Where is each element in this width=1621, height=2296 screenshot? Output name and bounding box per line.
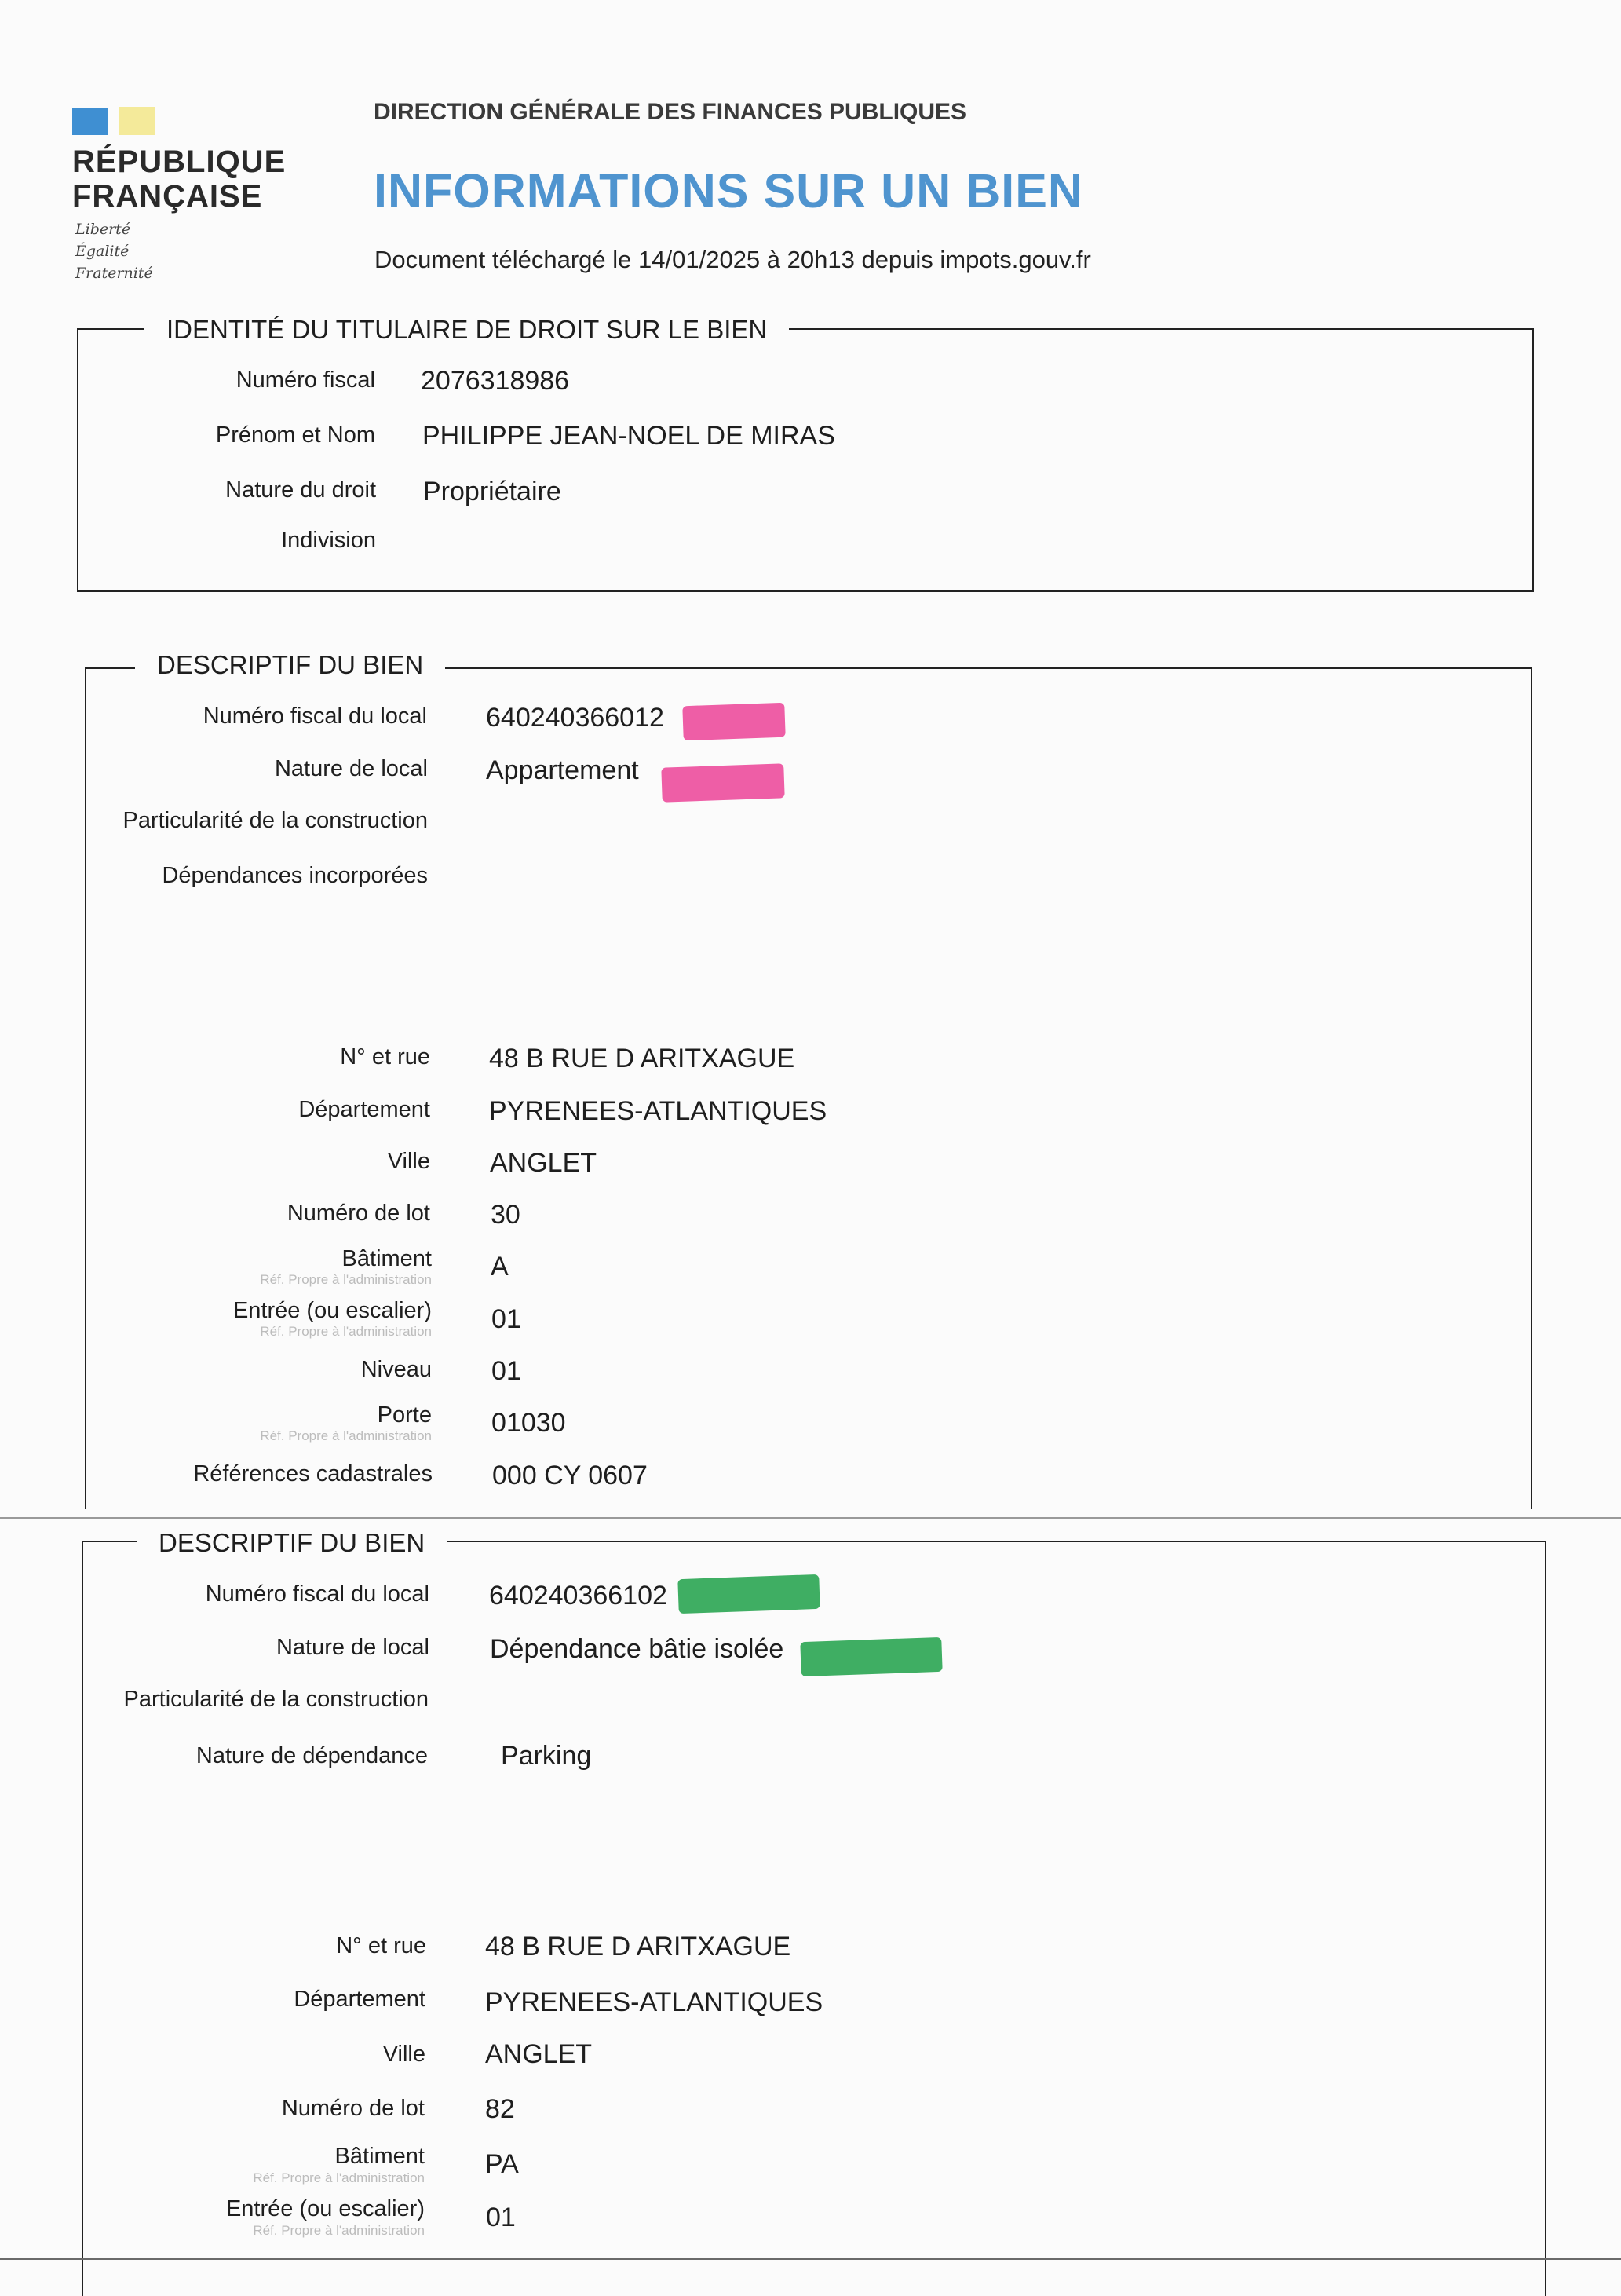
agency-name: DIRECTION GÉNÉRALE DES FINANCES PUBLIQUES (374, 99, 967, 125)
street-label: N° et rue (340, 1044, 430, 1069)
lot-value: 30 (491, 1200, 520, 1230)
holder-name-value: PHILIPPE JEAN-NOEL DE MIRAS (422, 421, 835, 451)
department-label: Département (294, 1987, 425, 2012)
republique-francaise-wordmark: RÉPUBLIQUE FRANÇAISE (72, 144, 287, 214)
scanned-page-edge (0, 1517, 1621, 1519)
fiscal-number-label: Numéro fiscal (235, 367, 375, 393)
building-value: A (491, 1252, 509, 1281)
entrance-value: 01 (491, 1304, 521, 1334)
green-highlight-mark (677, 1574, 820, 1614)
dependency-type-label: Nature de dépendance (195, 1743, 428, 1768)
holder-name-label: Prénom et Nom (215, 422, 375, 448)
scanned-page-edge (0, 2258, 1621, 2260)
indivision-label: Indivision (281, 528, 376, 553)
city-label: Ville (382, 2042, 425, 2067)
local-number-value: 640240366012 (486, 703, 664, 733)
street-label: N° et rue (336, 1933, 426, 1958)
republique-francaise-flag-logo (72, 107, 155, 137)
pink-highlight-mark (682, 703, 785, 741)
level-label: Niveau (360, 1357, 432, 1382)
entrance-sub-label: Réf. Propre à l'administration (253, 2223, 425, 2238)
department-label: Département (298, 1097, 430, 1122)
department-value: PYRENEES-ATLANTIQUES (489, 1096, 827, 1126)
dependencies-label: Dépendances incorporées (162, 863, 428, 888)
entrance-label: Entrée (ou escalier) (225, 2196, 425, 2221)
fiscal-number-value: 2076318986 (421, 366, 570, 396)
cadastral-label: Références cadastrales (193, 1461, 433, 1486)
door-sub-label: Réf. Propre à l'administration (260, 1428, 432, 1443)
local-type-label: Nature de local (274, 756, 428, 781)
dependency-type-value: Parking (501, 1741, 592, 1771)
local-number-label: Numéro fiscal du local (203, 704, 427, 729)
city-value: ANGLET (490, 1148, 597, 1178)
building-value: PA (485, 2149, 519, 2179)
lot-value: 82 (485, 2094, 515, 2124)
level-value: 01 (491, 1356, 521, 1386)
building-sub-label: Réf. Propre à l'administration (260, 1272, 432, 1287)
entrance-sub-label: Réf. Propre à l'administration (260, 1324, 432, 1339)
property-2-section-title: DESCRIPTIF DU BIEN (137, 1528, 447, 1558)
local-type-value: Dépendance bâtie isolée (490, 1634, 784, 1664)
page-title: INFORMATIONS SUR UN BIEN (374, 164, 1083, 218)
building-label: Bâtiment (341, 1246, 432, 1271)
property-1-section-title: DESCRIPTIF DU BIEN (135, 650, 445, 680)
holder-section-title: IDENTITÉ DU TITULAIRE DE DROIT SUR LE BIEN (144, 315, 789, 345)
local-type-label: Nature de local (276, 1635, 429, 1660)
republic-motto: Liberté Égalité Fraternité (75, 221, 153, 282)
local-number-value: 640240366102 (489, 1581, 667, 1610)
street-value: 48 B RUE D ARITXAGUE (485, 1932, 791, 1961)
construction-label: Particularité de la construction (123, 1687, 429, 1712)
lot-label: Numéro de lot (287, 1201, 430, 1226)
city-label: Ville (387, 1149, 430, 1174)
department-value: PYRENEES-ATLANTIQUES (485, 1987, 823, 2017)
cadastral-value: 000 CY 0607 (492, 1461, 648, 1490)
pink-highlight-mark (661, 763, 784, 802)
door-label: Porte (377, 1402, 432, 1428)
entrance-value: 01 (486, 2203, 516, 2232)
city-value: ANGLET (485, 2039, 593, 2069)
local-number-label: Numéro fiscal du local (205, 1581, 429, 1607)
entrance-label: Entrée (ou escalier) (232, 1298, 432, 1323)
green-highlight-mark (800, 1637, 942, 1676)
street-value: 48 B RUE D ARITXAGUE (489, 1044, 795, 1073)
right-type-value: Propriétaire (423, 477, 561, 506)
local-type-value: Appartement (486, 755, 639, 785)
building-label: Bâtiment (334, 2144, 425, 2169)
building-sub-label: Réf. Propre à l'administration (253, 2170, 425, 2185)
door-value: 01030 (491, 1408, 566, 1438)
construction-label: Particularité de la construction (122, 808, 428, 833)
right-type-label: Nature du droit (225, 477, 376, 503)
lot-label: Numéro de lot (281, 2096, 425, 2121)
property-1-section (85, 667, 1532, 1509)
download-notice: Document téléchargé le 14/01/2025 à 20h13 depuis impots.gouv.fr (374, 246, 1091, 273)
